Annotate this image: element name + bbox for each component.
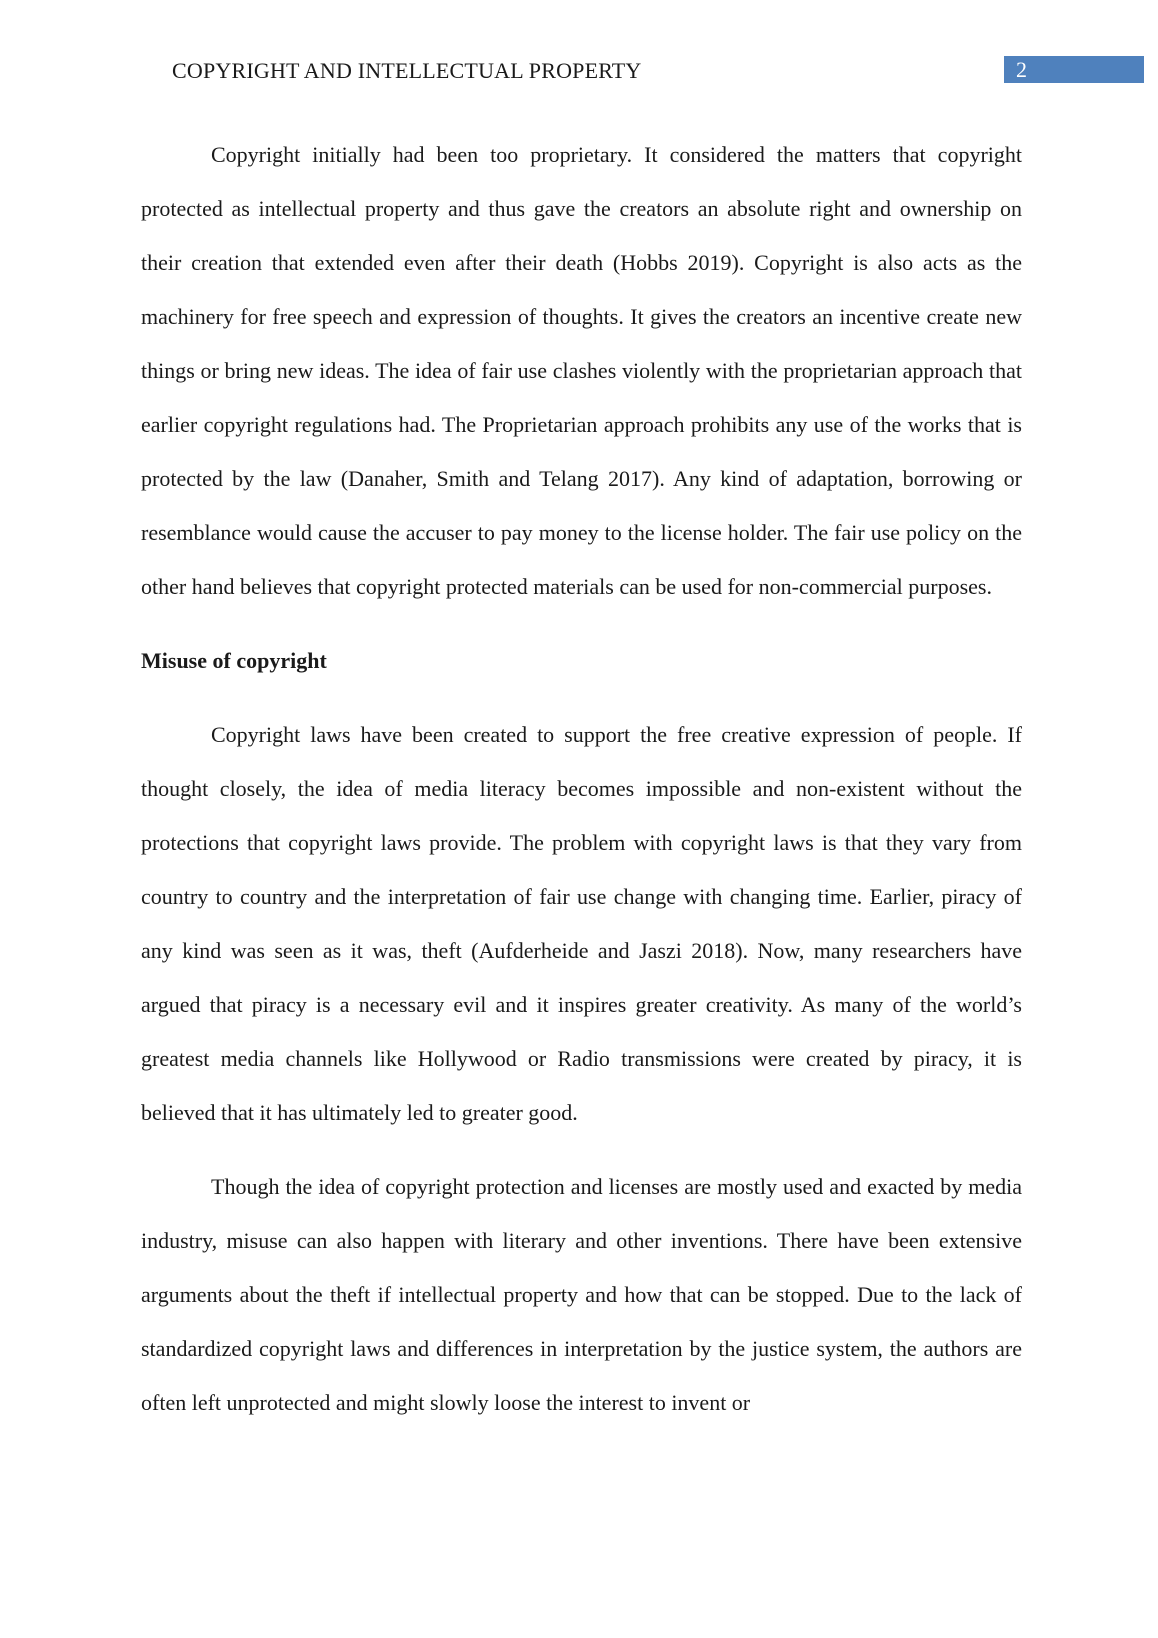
document-body xyxy=(141,128,1022,1430)
running-header-title: COPYRIGHT AND INTELLECTUAL PROPERTY xyxy=(172,58,642,83)
paragraph-proprietary-copyright: Copyright initially had been too proprietary. It considered the matters that copyright protected as intellectual property and thus gave the creators an absolute right and ownership on their creation that extended even after their death (Hobbs 2019). Copyright is also acts as the machinery for free speech and expression of thoughts. It gives the creators an incentive create new things or bring new ideas. The idea of fair use clashes violently with the proprietarian approach that earlier copyright regulations had. The Proprietarian approach prohibits any use of the works that is protected by the law (Danaher, Smith and Telang 2017). Any kind of adaptation, borrowing or resemblance would cause the accuser to pay money to the license holder. The fair use policy on the other hand believes that copyright protected materials can be used for non-commercial purposes. xyxy=(141,142,1022,599)
paragraph-copyright-laws: Copyright laws have been created to support the free creative expression of people. If thought closely, the idea of media literacy becomes impossible and non-existent without the protections that copyright laws provide. The problem with copyright laws is that they vary from country to country and the interpretation of fair use change with changing time. Earlier, piracy of any kind was seen as it was, theft (Aufderheide and Jaszi 2018). Now, many researchers have argued that piracy is a necessary evil and it inspires greater creativity. As many of the world’s greatest media channels like Hollywood or Radio transmissions were created by piracy, it is believed that it has ultimately led to greater good. xyxy=(141,722,1022,1125)
page-number-badge xyxy=(1004,56,1144,83)
section-heading-misuse: Misuse of copyright xyxy=(141,648,327,673)
paragraph-copyright-protection: Though the idea of copyright protection and licenses are mostly used and exacted by media industry, misuse can also happen with literary and other inventions. There have been extensive arguments about the theft if intellectual property and how that can be stopped. Due to the lack of standardized copyright laws and differences in interpretation by the justice system, the authors are often left unprotected and might slowly loose the interest to invent or xyxy=(141,1174,1022,1415)
page-number: 2 xyxy=(1016,57,1027,82)
